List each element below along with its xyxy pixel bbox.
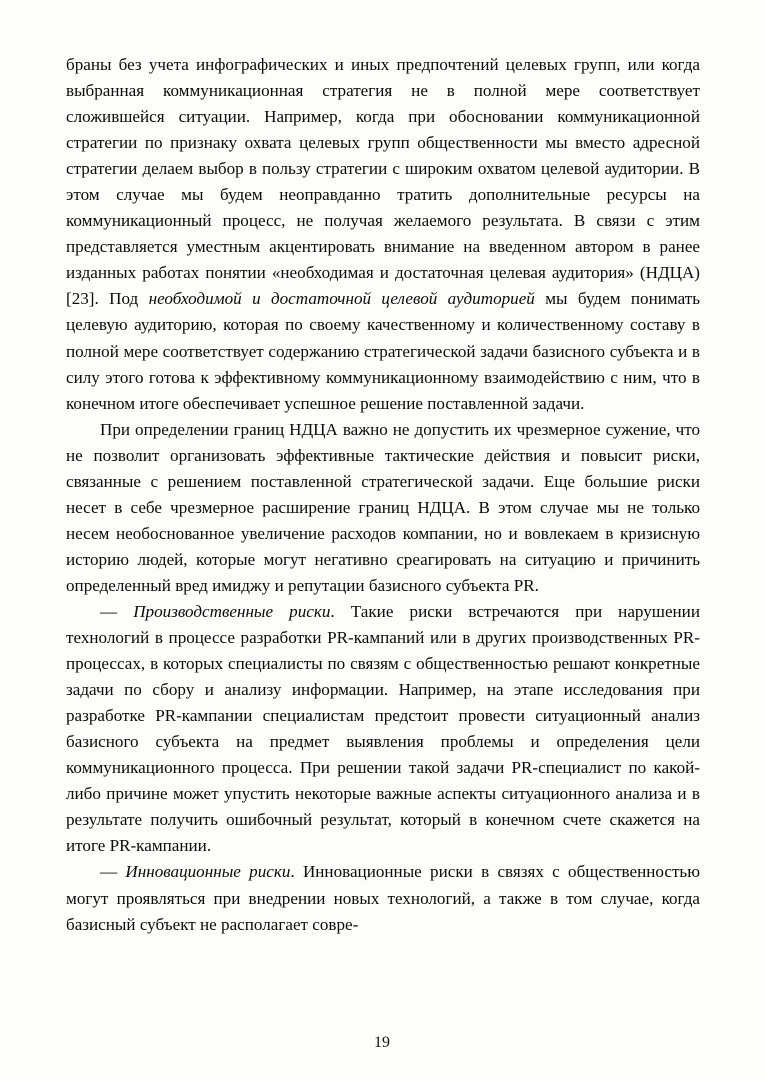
paragraph-3 — [66, 599, 700, 859]
text-run: мы будем понимать целевую аудиторию, которая по своему качественному и количественному составу в полной мере соответствует содержанию стратегической задачи базисного субъекта и в силу этого готова к эффективному коммуникационному взаимодействию с ним, что в конечном итоге обеспечивает успешное решение поставленной задачи. — [66, 289, 700, 413]
paragraph-4 — [66, 859, 700, 937]
page-body — [66, 52, 700, 938]
text-run: — — [100, 601, 134, 621]
text-run: Инновационные риски — [125, 862, 291, 882]
text-run: При определении границ НДЦА важно не допустить их чрезмерное сужение, что не позволит организовать эффективные тактические действия и повысит риски, связанные с решением поставленной стратегической задачи. Еще большие риски несет в себе чрезмерное расширение границ НДЦА. В этом случае мы не только несем необоснованное увеличение расходов компании, но и вовлекаем в кризисную историю людей, которые могут негативно среагировать на ситуацию и причинить определенный вред имиджу и репутации базисного субъекта PR. — [66, 419, 700, 595]
text-run: . Такие риски встречаются при нарушении технологий в процессе разработки PR-кампаний или в других производственных PR-процессах, в которых специалисты по связям с общественностью решают конкретные задачи по сбору и анализу информации. Например, на этапе исследования при разработке PR-кампании специалистам предстоит провести ситуационный анализ базисного субъекта на предмет выявления проблемы и определения цели коммуникационного процесса. При решении такой задачи PR-специалист по какой-либо причине может упустить некоторые важные аспекты ситуационного анализа и в результате получить ошибочный результат, который в конечном счете скажется на итоге PR-кампании. — [66, 601, 700, 856]
text-run: необходимой и достаточной целевой аудиторией — [148, 289, 535, 309]
page-number: 19 — [374, 1034, 390, 1051]
text-run: браны без учета инфографических и иных предпочтений целевых групп, или когда выбранная коммуникационная стратегия не в полной мере соответствует сложившейся ситуации. Например, когда при обосновании коммуникационной стратегии по признаку охвата целевых групп общественности мы вместо адресной стратегии делаем выбор в пользу стратегии с широким охватом целевой аудитории. В этом случае мы будем неоправданно тратить дополнительные ресурсы на коммуникационный процесс, не получая желаемого результата. В связи с этим представляется уместным акцентировать внимание на введенном автором в ранее изданных работах понятии «необходимая и достаточная целевая аудитория» (НДЦА) [23]. Под — [66, 55, 700, 309]
paragraph-1 — [66, 52, 700, 417]
text-run: — — [100, 862, 126, 882]
text-run: Производственные риски — [133, 601, 331, 621]
text-run: . Инновационные риски в связях с общественностью могут проявляться при внедрении новых технологий, а также в том случае, когда базисный субъект не располагает совре- — [66, 862, 700, 934]
paragraph-2 — [66, 417, 700, 599]
